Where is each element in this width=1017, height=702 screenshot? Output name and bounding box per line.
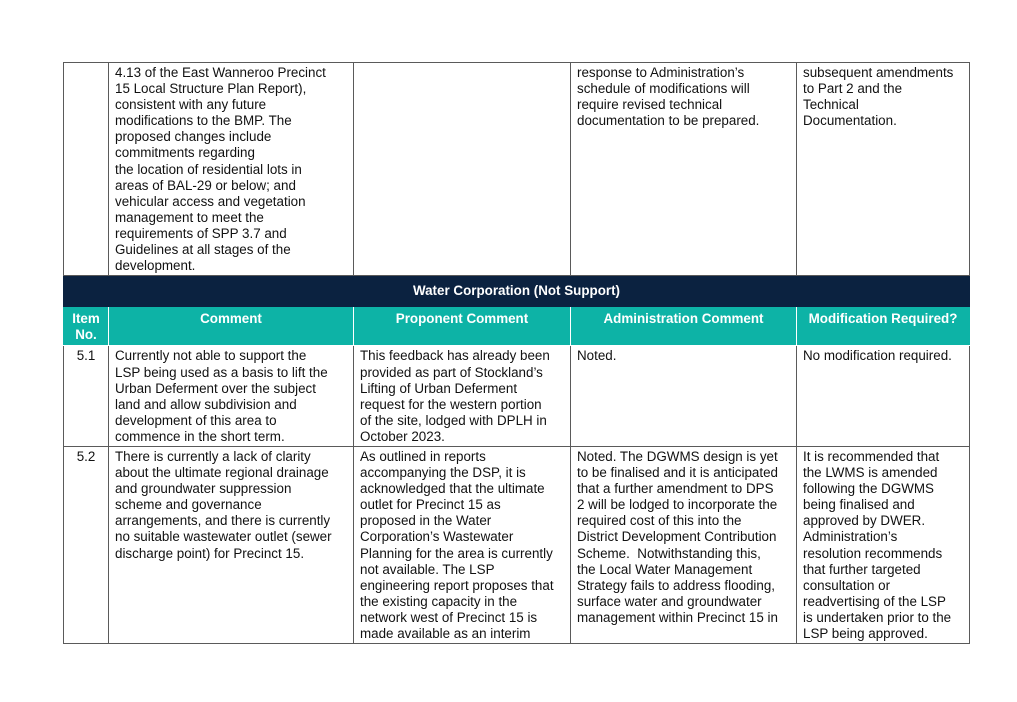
administration-comment-cell [571, 63, 797, 276]
item-number-cell [64, 63, 109, 276]
cell-text-line: Urban Deferment over the subject [115, 380, 316, 396]
item-number-cell: 5.2 [64, 446, 109, 643]
proponent-comment-cell [354, 446, 571, 643]
cell-text-line: schedule of modifications will [577, 81, 750, 97]
section-title: Water Corporation (Not Support) [64, 276, 970, 307]
comment-cell [109, 446, 354, 643]
cell-text-line: vehicular access and vegetation [115, 193, 306, 209]
cell-text-line: This feedback has already been [360, 348, 550, 364]
proponent-comment-cell [354, 63, 571, 276]
cell-text-line: being finalised and [803, 497, 915, 513]
cell-text-line: LSP being used as a basis to lift the [115, 364, 328, 380]
cell-text-line: require revised technical [577, 97, 723, 113]
cell-text-line: 15 Local Structure Plan Report), [115, 81, 307, 97]
cell-text-line: response to Administration’s [577, 65, 745, 80]
cell-text-line: the Local Water Management [577, 561, 753, 577]
cell-text-line: about the ultimate regional drainage [115, 465, 329, 481]
cell-text-line: that a further amendment to DPS [577, 481, 774, 497]
cell-text-line: consultation or [803, 577, 891, 593]
section-header-row [64, 276, 970, 307]
cell-text-line: request for the western portion [360, 396, 542, 412]
cell-text-line: development of this area to [115, 412, 277, 428]
modification-required-cell [797, 446, 970, 643]
modification-required-cell [797, 346, 970, 447]
cell-text-line: LSP being approved. [803, 626, 928, 641]
cell-text-line: Corporation’s Wastewater [360, 529, 514, 545]
cell-text-line: provided as part of Stockland’s [360, 364, 543, 380]
cell-text-line: No modification required. [803, 348, 952, 364]
cell-text-line: commence in the short term. [115, 428, 285, 444]
cell-text-line: discharge point) for Precinct 15. [115, 545, 305, 561]
cell-text-line: arrangements, and there is currently [115, 513, 331, 529]
administration-comment-cell [571, 446, 797, 643]
comment-cell [109, 346, 354, 447]
cell-text-line: the existing capacity in the [360, 593, 518, 609]
column-header-row [64, 307, 970, 346]
cell-text-line: surface water and groundwater [577, 593, 762, 609]
cell-text-line: There is currently a lack of clarity [115, 448, 311, 464]
cell-text-line: proposed changes include [115, 129, 272, 145]
column-header-item-no: Item No. [64, 307, 109, 346]
cell-text-line: areas of BAL-29 or below; and [115, 177, 296, 193]
cell-text-line: subsequent amendments [803, 65, 954, 80]
cell-text-line: Guidelines at all stages of the [115, 242, 291, 258]
cell-text-line: to be finalised and it is anticipated [577, 465, 778, 481]
continued-table-row [64, 63, 970, 276]
cell-text-line: approved by DWER. [803, 513, 926, 529]
table-row [64, 346, 970, 447]
cell-text-line: Administration’s [803, 529, 898, 545]
cell-text-line: no suitable wastewater outlet (sewer [115, 529, 332, 545]
cell-text-line: 2 will be lodged to incorporate the [577, 497, 778, 513]
cell-text-line: Lifting of Urban Deferment [360, 380, 518, 396]
cell-text-line: Currently not able to support the [115, 348, 307, 364]
cell-text-line: Technical [803, 97, 859, 113]
cell-text-line: not available. The LSP [360, 561, 495, 577]
cell-text-line: the location of residential lots in [115, 161, 302, 177]
column-header-modification-required: Modification Required? [797, 307, 970, 346]
cell-text-line: Documentation. [803, 113, 897, 129]
cell-text-line: accompanying the DSP, it is [360, 465, 526, 481]
cell-text-line: scheme and governance [115, 497, 262, 513]
cell-text-line: consistent with any future [115, 97, 267, 113]
cell-text-line: the LWMS is amended [803, 465, 938, 481]
cell-text-line: is undertaken prior to the [803, 609, 952, 625]
cell-text-line: acknowledged that the ultimate [360, 481, 545, 497]
cell-text-line: outlet for Precinct 15 as [360, 497, 501, 513]
modification-required-cell [797, 63, 970, 276]
administration-comment-cell [571, 346, 797, 447]
cell-text-line: made available as an interim [360, 626, 531, 641]
cell-text-line: management within Precinct 15 in [577, 609, 778, 625]
cell-text-line: It is recommended that [803, 448, 940, 464]
cell-text-line: management to meet the [115, 209, 264, 225]
column-header-proponent-comment: Proponent Comment [354, 307, 571, 346]
cell-text-line: 4.13 of the East Wanneroo Precinct [115, 65, 326, 80]
cell-text-line: that further targeted [803, 561, 921, 577]
cell-text-line: network west of Precinct 15 is [360, 609, 538, 625]
cell-text-line: following the DGWMS [803, 481, 934, 497]
column-header-administration-comment: Administration Comment [571, 307, 797, 346]
cell-text-line: As outlined in reports [360, 448, 486, 464]
cell-text-line: documentation to be prepared. [577, 113, 760, 129]
cell-text-line: to Part 2 and the [803, 81, 903, 97]
table-row [64, 446, 970, 643]
cell-text-line: proposed in the Water [360, 513, 492, 529]
cell-text-line: Noted. The DGWMS design is yet [577, 448, 778, 464]
cell-text-line: and groundwater suppression [115, 481, 292, 497]
cell-text-line: of the site, lodged with DPLH in [360, 412, 547, 428]
proponent-comment-cell [354, 346, 571, 447]
item-number-cell: 5.1 [64, 346, 109, 447]
column-header-comment: Comment [109, 307, 354, 346]
cell-text-line: modifications to the BMP. The [115, 113, 292, 129]
comment-cell [109, 63, 354, 276]
cell-text-line: District Development Contribution [577, 529, 777, 545]
cell-text-line: required cost of this into the [577, 513, 742, 529]
cell-text-line: resolution recommends [803, 545, 943, 561]
cell-text-line: Planning for the area is currently [360, 545, 553, 561]
cell-text-line: land and allow subdivision and [115, 396, 297, 412]
cell-text-line: development. [115, 258, 196, 274]
cell-text-line: engineering report proposes that [360, 577, 554, 593]
cell-text-line: readvertising of the LSP [803, 593, 946, 609]
submissions-table [63, 62, 970, 644]
cell-text-line: October 2023. [360, 428, 445, 444]
cell-text-line: Strategy fails to address flooding, [577, 577, 775, 593]
cell-text-line: requirements of SPP 3.7 and [115, 225, 287, 241]
cell-text-line: Noted. [577, 348, 617, 364]
cell-text-line: commitments regarding [115, 145, 255, 161]
cell-text-line: Scheme. Notwithstanding this, [577, 545, 761, 561]
